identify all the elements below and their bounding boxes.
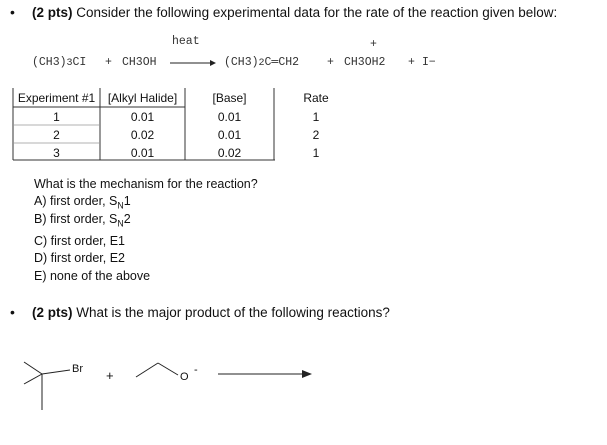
- table-cell: 3: [53, 146, 60, 160]
- bullet-q1: •: [10, 4, 15, 20]
- option-c: C) first order, E1: [34, 234, 125, 248]
- reactant-1: (CH3)3CI: [32, 56, 87, 69]
- product-1: (CH3)2C═CH2: [224, 56, 300, 69]
- header-rate: Rate: [303, 91, 329, 105]
- q2-text: What is the major product of the following reactions?: [72, 305, 390, 320]
- table-cell: 1: [53, 110, 60, 124]
- plus-charge: +: [370, 38, 377, 51]
- reactant-2: CH3OH: [122, 56, 157, 69]
- table-cell: 2: [312, 128, 320, 142]
- q1-points: (2 pts): [32, 5, 73, 20]
- q1-text: Consider the following experimental data for the rate of the reaction given below:: [72, 5, 558, 20]
- table-cell: 2: [53, 128, 60, 142]
- table-cell: 0.01: [130, 110, 155, 124]
- option-b: B) first order, $S_N2$: [34, 212, 131, 229]
- option-d: D) first order, E2: [34, 251, 125, 265]
- q2-points: (2 pts): [32, 305, 73, 320]
- plus-2: +: [327, 56, 334, 69]
- question-2: [32, 305, 390, 320]
- bullet-q2: •: [10, 304, 15, 320]
- option-e: E) none of the above: [34, 269, 151, 283]
- plus-3: +: [408, 56, 415, 69]
- table-cell: 0.02: [217, 146, 242, 160]
- product-arrow: [218, 369, 313, 379]
- table-cell: 1: [312, 146, 320, 160]
- mechanism-question: What is the mechanism for the reaction?: [34, 177, 258, 191]
- plus-1: +: [105, 56, 112, 69]
- option-a: A) first order, $S_N1$: [34, 194, 131, 211]
- br-label: Br: [72, 363, 83, 375]
- table-cell: 1: [312, 110, 320, 124]
- header-base: [Base]: [212, 91, 247, 105]
- header-experiment: Experiment #1: [17, 91, 96, 105]
- oxygen-label: O: [180, 371, 189, 383]
- product-2: CH3OH2: [344, 56, 386, 69]
- header-alkyl-halide: [Alkyl Halide]: [107, 91, 178, 105]
- table-cell: 0.01: [130, 146, 155, 160]
- heat-label: heat: [172, 35, 200, 48]
- tert-butyl-bromide-structure: [20, 350, 90, 415]
- product-3: I−: [422, 56, 436, 69]
- negative-charge: -: [194, 364, 198, 376]
- table-cell: 0.02: [130, 128, 155, 142]
- table-lines: [0, 0, 607, 170]
- table-cell: 0.01: [217, 128, 242, 142]
- plus-reactants: +: [106, 368, 114, 383]
- table-cell: 0.01: [217, 110, 242, 124]
